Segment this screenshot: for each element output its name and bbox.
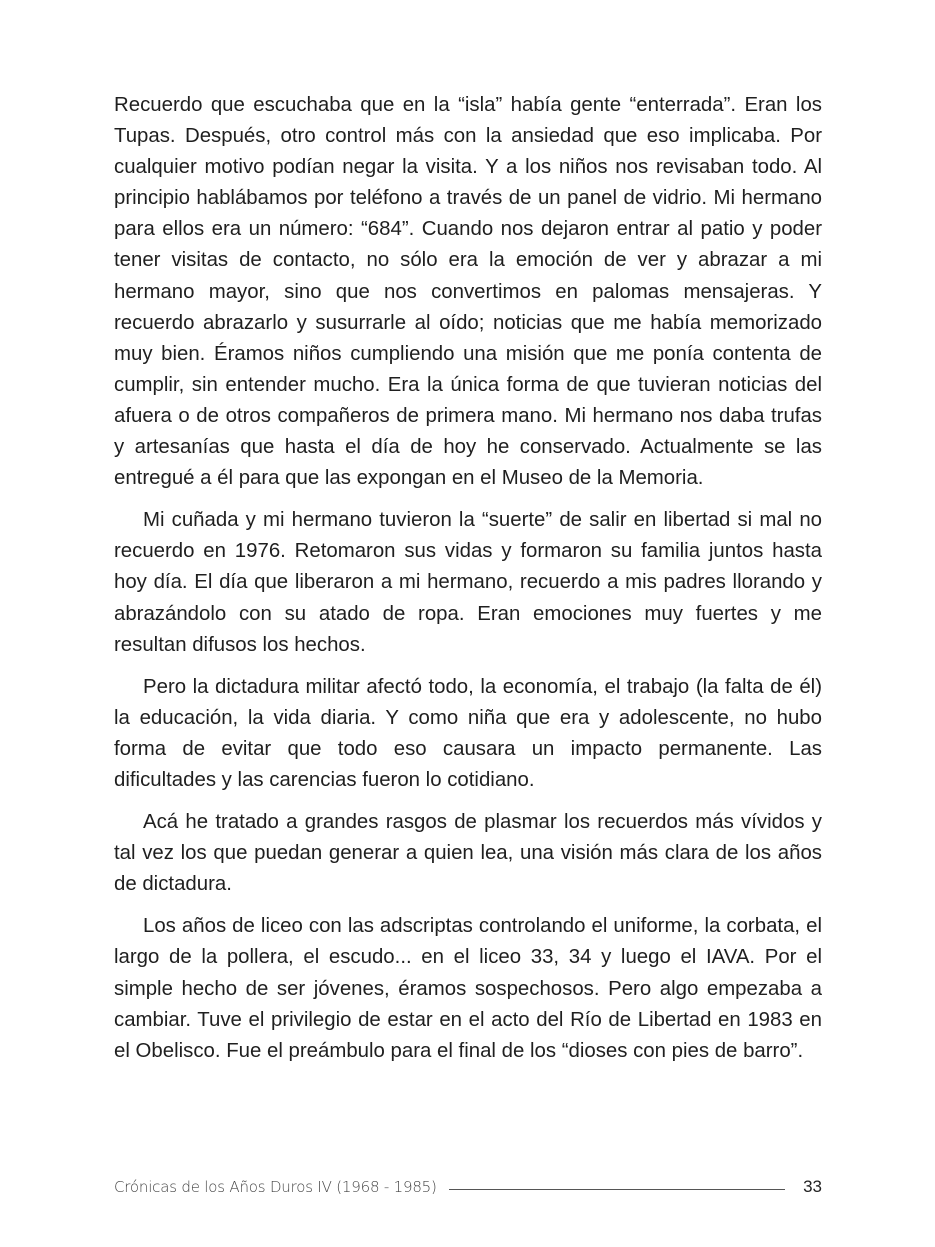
page-footer bbox=[114, 1175, 822, 1199]
paragraph: Pero la dictadura militar afectó todo, la economía, el trabajo (la falta de él) la educación, la vida diaria. Y como niña que era y adolescente, no hubo forma de evitar que todo eso causara un impacto permanente. Las dificultades y las carencias fueron lo cotidiano. bbox=[114, 675, 822, 791]
paragraph: Los años de liceo con las adscriptas controlando el uniforme, la corbata, el largo de la pollera, el escudo... en el liceo 33, 34 y luego el IAVA. Por el simple hecho de ser jóvenes, éramos sospechosos. Pero algo empezaba a cambiar. Tuve el privilegio de estar en el acto del Río de Libertad en 1983 en el Obelisco. Fue el preámbulo para el final de los “dioses con pies de barro”. bbox=[114, 915, 822, 1062]
page-number: 33 bbox=[803, 1177, 822, 1196]
paragraph: Recuerdo que escuchaba que en la “isla” había gente “enterrada”. Eran los Tupas. Después, otro control más con la ansiedad que eso implicaba. Por cualquier motivo podían negar la visita. Y a los niños nos revisaban todo. Al principio hablábamos por teléfono a través de un panel de vidrio. Mi hermano para ellos era un número: “684”. Cuando nos dejaron entrar al patio y poder tener visitas de contacto, no sólo era la emoción de ver y abrazar a mi hermano mayor, sino que nos convertimos en palomas mensajeras. Y recuerdo abrazarlo y susurrarle al oído; noticias que me había memorizado muy bien. Éramos niños cumpliendo una misión que me ponía contenta de cumplir, sin entender mucho. Era la única forma de que tuvieran noticias del afuera o de otros compañeros de primera mano. Mi hermano nos daba trufas y artesanías que hasta el día de hoy he conservado. Actualmente se las entregué a él para que las expongan en el Museo de la Memoria. bbox=[114, 94, 822, 490]
paragraph: Mi cuñada y mi hermano tuvieron la “suerte” de salir en libertad si mal no recuerdo en 1976. Retomaron sus vidas y formaron su familia juntos hasta hoy día. El día que liberaron a mi hermano, recuerdo a mis padres llorando y abrazándolo con su atado de ropa. Eran emociones muy fuertes y me resultan difusos los hechos. bbox=[114, 509, 822, 656]
footer-divider bbox=[449, 1189, 785, 1190]
paragraph: Acá he tratado a grandes rasgos de plasmar los recuerdos más vívidos y tal vez los que puedan generar a quien lea, una visión más clara de los años de dictadura. bbox=[114, 811, 822, 896]
book-title: Crónicas de los Años Duros IV (1968 - 1985) bbox=[114, 1178, 437, 1196]
page-body bbox=[114, 90, 822, 1067]
